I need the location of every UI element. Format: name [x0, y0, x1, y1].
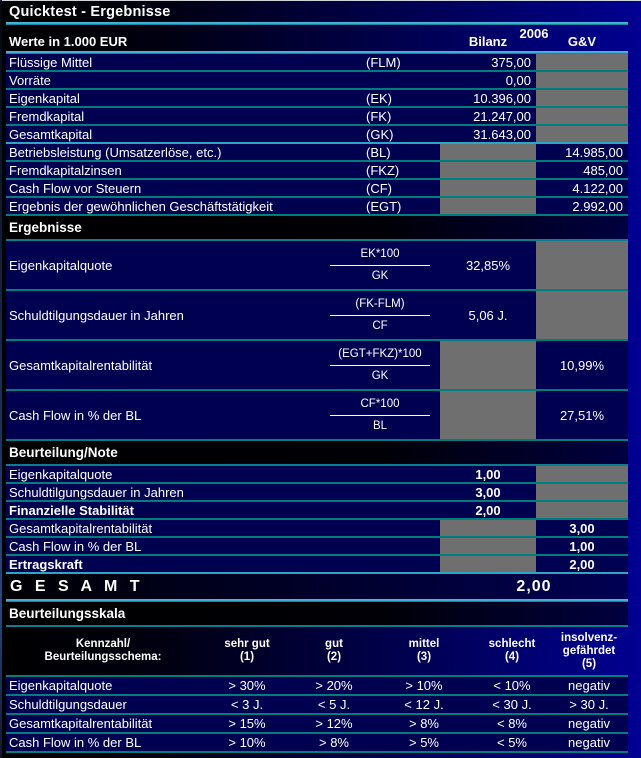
blocked-cell [536, 466, 628, 482]
row-label: Eigenkapital [9, 90, 80, 106]
scale-value: > 8% [409, 716, 439, 731]
scale-value: > 15% [228, 716, 266, 731]
blocked-cell [440, 198, 536, 214]
fraction-denominator: CF [372, 319, 388, 332]
scale-value: < 5 J. [317, 697, 351, 712]
scale-header-label [6, 638, 200, 664]
scale-value: > 20% [315, 678, 353, 693]
table-row [6, 144, 628, 162]
row-key: (EGT) [366, 198, 402, 214]
row-key: (FLM) [366, 54, 401, 70]
scale-value: negativ [568, 678, 610, 693]
rating-row-subtotal [6, 556, 628, 574]
section-header-ergebnisse [6, 216, 628, 241]
blocked-cell [440, 162, 536, 178]
scale-value: > 30% [228, 678, 266, 693]
row-label: Ergebnis der gewöhnlichen Geschäftstätigkeit [9, 198, 273, 214]
blocked-cell [440, 144, 536, 160]
scale-value: < 8% [497, 716, 527, 731]
rating-label: Finanzielle Stabilität [9, 502, 134, 518]
table-row [6, 72, 628, 90]
formula-label: Schuldtilgungsdauer in Jahren [9, 307, 184, 323]
result-value: 5,06 J. [468, 307, 508, 323]
scale-row-label: Schuldtilgungsdauer [9, 697, 127, 712]
fraction-numerator: CF*100 [360, 397, 400, 410]
rating-label: Cash Flow in % der BL [9, 538, 142, 554]
rating-label: Ertragskraft [9, 556, 83, 572]
table-row [6, 162, 628, 180]
blocked-cell [536, 126, 628, 142]
blocked-cell [440, 391, 536, 439]
scale-row [6, 715, 628, 734]
table-row [6, 180, 628, 198]
row-key: (FKZ) [366, 162, 400, 178]
unit-label: Werte in 1.000 EUR [9, 34, 128, 49]
formula-fraction [320, 348, 440, 383]
row-key: (GK) [366, 126, 394, 142]
scale-row-label: Gesamtkapitalrentabilität [9, 716, 153, 731]
rating-label: Eigenkapitalquote [9, 466, 113, 482]
rating-value: 3,00 [475, 484, 501, 500]
page-title: Quicktest - Ergebnisse [9, 3, 171, 20]
rating-label: Schuldtilgungsdauer in Jahren [9, 484, 184, 500]
bilanz-value: 0,00 [505, 72, 531, 88]
row-key: (FK) [366, 108, 392, 124]
blocked-cell [440, 341, 536, 389]
scale-value: > 5% [409, 735, 439, 750]
section-header-beurteilung [6, 441, 628, 466]
scale-col-gut [294, 638, 374, 664]
fraction-numerator: (EGT+FKZ)*100 [338, 347, 422, 360]
row-key: (EK) [366, 90, 392, 106]
blocked-cell [536, 108, 628, 124]
rating-value: 1,00 [569, 538, 595, 554]
gv-value: 4.122,00 [572, 180, 623, 196]
scale-header-label-line1: Kennzahl/ [75, 638, 131, 650]
table-row [6, 198, 628, 216]
scale-header-label-line2: Beurteilungsschema: [44, 651, 162, 663]
scale-value: > 30 J. [569, 697, 609, 712]
row-key: (CF) [366, 180, 392, 196]
scale-col-sehr-gut [200, 638, 294, 664]
scale-value: > 12% [315, 716, 353, 731]
blocked-cell [440, 520, 536, 536]
result-value: 10,99% [559, 357, 605, 373]
scale-value: < 12 J. [404, 697, 444, 712]
scale-value: negativ [568, 735, 610, 750]
year-label: 2006 [519, 26, 549, 41]
bilanz-value: 21.247,00 [473, 108, 531, 124]
formula-fraction [320, 398, 440, 433]
rating-row-subtotal [6, 502, 628, 520]
window-left-edge [0, 0, 2, 758]
blocked-cell [536, 72, 628, 88]
rating-value: 1,00 [475, 466, 501, 482]
rating-value: 3,00 [569, 520, 595, 536]
table-row [6, 90, 628, 108]
scale-row-label: Cash Flow in % der BL [9, 735, 142, 750]
row-label: Cash Flow vor Steuern [9, 180, 142, 196]
row-label: Betriebsleistung (Umsatzerlöse, etc.) [9, 144, 222, 160]
rating-row [6, 520, 628, 538]
scale-value: > 10% [405, 678, 443, 693]
formula-label: Gesamtkapitalrentabilität [9, 357, 153, 373]
fraction-numerator: (FK-FLM) [355, 297, 405, 310]
rating-value: 2,00 [569, 556, 595, 572]
rating-label: Gesamtkapitalrentabilität [9, 520, 153, 536]
scale-col-name: schlecht [488, 638, 536, 650]
fraction-bar [330, 315, 430, 316]
scale-col-mittel [374, 638, 474, 664]
table-row [6, 126, 628, 144]
report-title-band [6, 1, 628, 22]
scale-col-name: sehr gut [224, 638, 270, 650]
column-header-gv: G&V [567, 34, 597, 49]
total-value: 2,00 [516, 577, 552, 595]
report-content [6, 1, 628, 753]
fraction-denominator: BL [372, 419, 388, 432]
total-label: G E S A M T [10, 577, 144, 595]
scale-value: < 3 J. [230, 697, 264, 712]
table-header [6, 25, 628, 51]
scale-col-name: mittel [408, 638, 440, 650]
formula-row [6, 391, 628, 441]
fraction-bar [330, 415, 430, 416]
blocked-cell [440, 180, 536, 196]
scale-col-name: gut [325, 638, 343, 650]
column-header-bilanz: Bilanz [468, 34, 508, 49]
rating-row [6, 466, 628, 484]
row-label: Vorräte [9, 72, 51, 88]
scale-value: < 10% [493, 678, 531, 693]
scale-col-grade: (4) [504, 651, 520, 663]
scale-row [6, 734, 628, 753]
blocked-cell [440, 538, 536, 554]
rating-row [6, 538, 628, 556]
formula-label: Eigenkapitalquote [9, 257, 113, 273]
formula-fraction [320, 298, 440, 333]
gv-value: 485,00 [583, 162, 623, 178]
rating-row [6, 484, 628, 502]
formula-row [6, 341, 628, 391]
blocked-cell [536, 90, 628, 106]
scale-col-grade: (2) [326, 651, 342, 663]
scale-value: < 30 J. [492, 697, 532, 712]
fraction-numerator: EK*100 [360, 247, 400, 260]
formula-row [6, 241, 628, 291]
scale-col-grade: (1) [239, 651, 255, 663]
total-row [6, 574, 628, 599]
blocked-cell [536, 484, 628, 500]
formula-row [6, 291, 628, 341]
blocked-cell [440, 556, 536, 572]
blocked-cell [536, 502, 628, 518]
scale-value: < 5% [497, 735, 527, 750]
scale-row-label: Eigenkapitalquote [9, 678, 113, 693]
blocked-cell [536, 54, 628, 70]
scale-value: > 8% [319, 735, 349, 750]
gv-value: 14.985,00 [565, 144, 623, 160]
bilanz-value: 10.396,00 [473, 90, 531, 106]
rating-value: 2,00 [475, 502, 501, 518]
bilanz-value: 31.643,00 [473, 126, 531, 142]
result-value: 27,51% [559, 407, 605, 423]
bilanz-value: 375,00 [491, 54, 531, 70]
gv-value: 2.992,00 [572, 198, 623, 214]
fraction-denominator: GK [371, 269, 389, 282]
blocked-cell [536, 291, 628, 339]
row-key: (BL) [366, 144, 391, 160]
scale-value: > 10% [228, 735, 266, 750]
section-title: Beurteilung/Note [9, 445, 118, 460]
section-title: Beurteilungsskala [9, 606, 126, 621]
row-label: Gesamtkapital [9, 126, 93, 142]
section-header-skala [6, 602, 628, 627]
fraction-denominator: GK [371, 369, 389, 382]
scale-col-grade: (5) [581, 657, 597, 670]
table-row [6, 108, 628, 126]
formula-fraction [320, 248, 440, 283]
scale-col-grade: (3) [416, 651, 432, 663]
section-title: Ergebnisse [9, 220, 82, 235]
scale-row [6, 696, 628, 715]
table-row [6, 54, 628, 72]
scale-col-name: insolvenz-gefährdet [560, 631, 618, 657]
scale-value: negativ [568, 716, 610, 731]
scale-col-schlecht [474, 638, 550, 664]
formula-label: Cash Flow in % der BL [9, 407, 142, 423]
scale-header-row [6, 627, 628, 677]
fraction-bar [330, 265, 430, 266]
row-label: Fremdkapital [9, 108, 85, 124]
fraction-bar [330, 365, 430, 366]
scale-row [6, 677, 628, 696]
result-value: 32,85% [465, 257, 511, 273]
blocked-cell [536, 241, 628, 289]
row-label: Fremdkapitalzinsen [9, 162, 122, 178]
scale-col-insolvenz [550, 632, 628, 671]
row-label: Flüssige Mittel [9, 54, 93, 70]
